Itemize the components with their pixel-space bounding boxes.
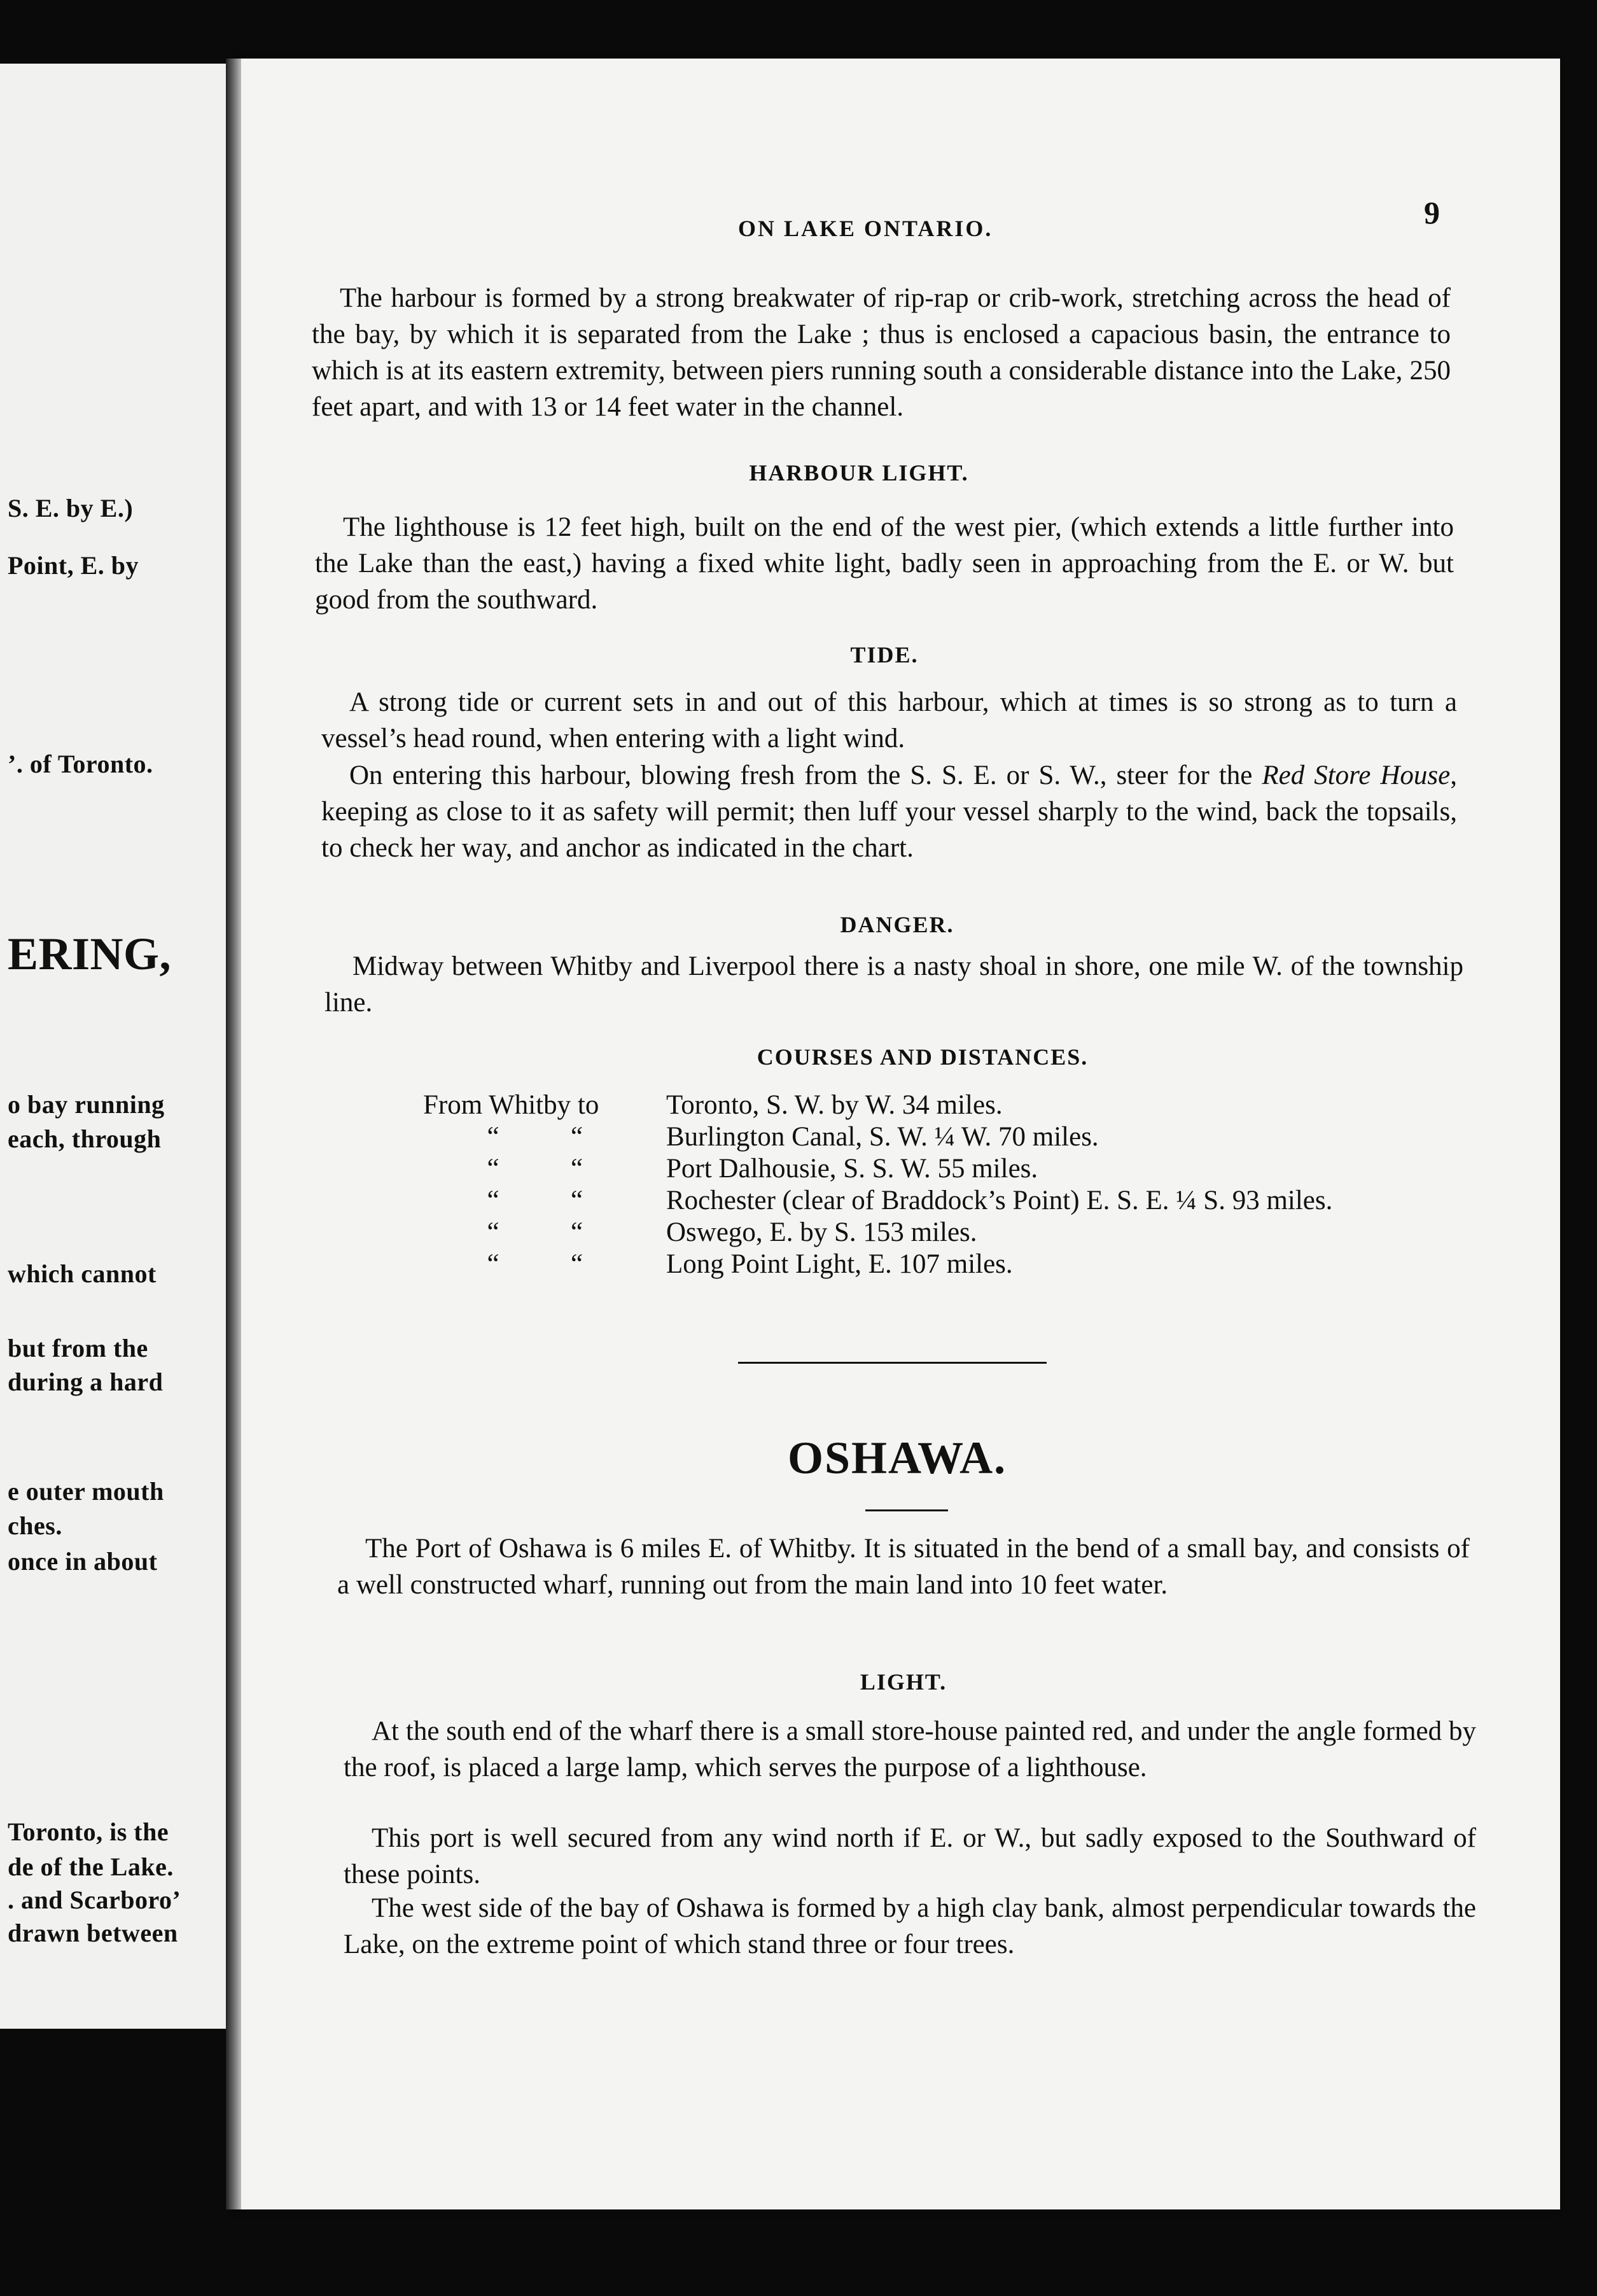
oshawa-title: OSHAWA. — [788, 1432, 1007, 1483]
left-page-fragment: S. E. by E.) — [8, 494, 134, 522]
left-page-heading-fragment: ERING, — [8, 928, 172, 979]
ditto-mark: “ — [487, 1217, 499, 1247]
page-gutter — [226, 59, 241, 2209]
course-row — [423, 1089, 1332, 1121]
light-paragraph-1: At the south end of the wharf there is a small store-house painted red, and under the angle formed by the roof, is placed a large lamp, which serves the purpose of a lighthouse. — [344, 1716, 1476, 1782]
ditto-mark: “ — [571, 1122, 583, 1152]
course-destination: Port Dalhousie, S. S. W. 55 miles. — [666, 1154, 1038, 1184]
left-page-fragment: de of the Lake. — [8, 1852, 174, 1881]
left-page-fragment: ’. of Toronto. — [8, 750, 153, 778]
course-origin: From Whitby to — [423, 1090, 599, 1120]
tide-text-start: On entering this harbour, blowing fresh from the S. S. E. or S. W., steer for the — [349, 760, 1262, 790]
oshawa-intro-paragraph: The Port of Oshawa is 6 miles E. of Whitby. It is situated in the bend of a small bay, and consists of a well constructed wharf, running out from the main land into 10 feet water. — [337, 1534, 1470, 1600]
light-paragraph-3: The west side of the bay of Oshawa is formed by a high clay bank, almost perpendicular towards the Lake, on the extreme point of which stand three or four trees. — [344, 1893, 1476, 1959]
left-page-fragment: Point, E. by — [8, 551, 139, 580]
course-row — [423, 1249, 1332, 1280]
danger-paragraph: Midway between Whitby and Liverpool there is a nasty shoal in shore, one mile W. of the township line. — [324, 951, 1463, 1018]
left-facing-page — [0, 64, 237, 2029]
left-page-fragment: e outer mouth — [8, 1477, 164, 1506]
left-page-fragment: during a hard — [8, 1368, 164, 1396]
ditto-mark: “ — [487, 1122, 499, 1152]
course-destination: Toronto, S. W. by W. 34 miles. — [666, 1090, 1003, 1120]
red-store-house-italic: Red Store House — [1262, 760, 1451, 790]
course-row — [423, 1185, 1332, 1217]
course-row — [423, 1217, 1332, 1249]
left-page-fragment: each, through — [8, 1124, 162, 1153]
harbour-light-paragraph: The lighthouse is 12 feet high, built on the end of the west pier, (which extends a little further into the Lake than the east,) having a fixed white light, badly seen in approaching from the E. or W. but good from the southward. — [315, 512, 1454, 615]
ditto-mark: “ — [571, 1154, 583, 1184]
running-head: ON LAKE ONTARIO. — [738, 216, 993, 241]
course-destination: Burlington Canal, S. W. ¼ W. 70 miles. — [666, 1122, 1099, 1152]
courses-table — [423, 1089, 1332, 1280]
left-page-fragment: but from the — [8, 1334, 148, 1362]
left-page-fragment: drawn between — [8, 1919, 178, 1947]
page-number: 9 — [1424, 195, 1440, 230]
ditto-mark: “ — [487, 1154, 499, 1184]
left-page-fragment: Toronto, is the — [8, 1817, 169, 1846]
left-page-fragment: which cannot — [8, 1259, 157, 1288]
tide-paragraph-1: A strong tide or current sets in and out of this harbour, which at times is so strong as to turn a vessel’s head round, when entering with a light wind. — [321, 687, 1457, 753]
left-page-fragment: once in about — [8, 1547, 158, 1576]
ditto-mark: “ — [571, 1186, 583, 1215]
course-row — [423, 1153, 1332, 1185]
course-row — [423, 1121, 1332, 1153]
left-page-fragment: o bay running — [8, 1090, 165, 1119]
section-divider — [738, 1362, 1047, 1364]
courses-heading: COURSES AND DISTANCES. — [757, 1044, 1089, 1070]
danger-heading: DANGER. — [840, 912, 954, 937]
light-heading: LIGHT. — [860, 1669, 947, 1695]
course-destination: Rochester (clear of Braddock’s Point) E. S. E. ¼ S. 93 miles. — [666, 1186, 1333, 1215]
course-destination: Oswego, E. by S. 153 miles. — [666, 1217, 977, 1247]
ditto-mark: “ — [487, 1249, 499, 1279]
course-destination: Long Point Light, E. 107 miles. — [666, 1249, 1013, 1279]
light-paragraph-2: This port is well secured from any wind north if E. or W., but sadly exposed to the Southward of these points. — [344, 1823, 1476, 1889]
ditto-mark: “ — [487, 1186, 499, 1215]
tide-text-end: , keeping as close to it as safety will permit; then luff your vessel sharply to the wind, back the topsails, to check her way, and anchor as indicated in the chart. — [321, 760, 1457, 863]
intro-paragraph: The harbour is formed by a strong breakwater of rip-rap or crib-work, stretching across the head of the bay, by which it is separated from the Lake ; thus is enclosed a capacious basin, the entrance to which is at its eastern extremity, between piers running south a considerable distance into the Lake, 250 feet apart, and with 13 or 14 feet water in the channel. — [312, 283, 1451, 422]
ditto-mark: “ — [571, 1217, 583, 1247]
title-underline — [865, 1509, 948, 1511]
ditto-mark: “ — [571, 1249, 583, 1279]
left-page-fragment: ches. — [8, 1511, 62, 1540]
harbour-light-heading: HARBOUR LIGHT. — [749, 460, 969, 486]
left-page-fragment: . and Scarboro’ — [8, 1886, 181, 1914]
tide-heading: TIDE. — [850, 642, 919, 668]
tide-paragraph-2 — [321, 757, 1457, 866]
